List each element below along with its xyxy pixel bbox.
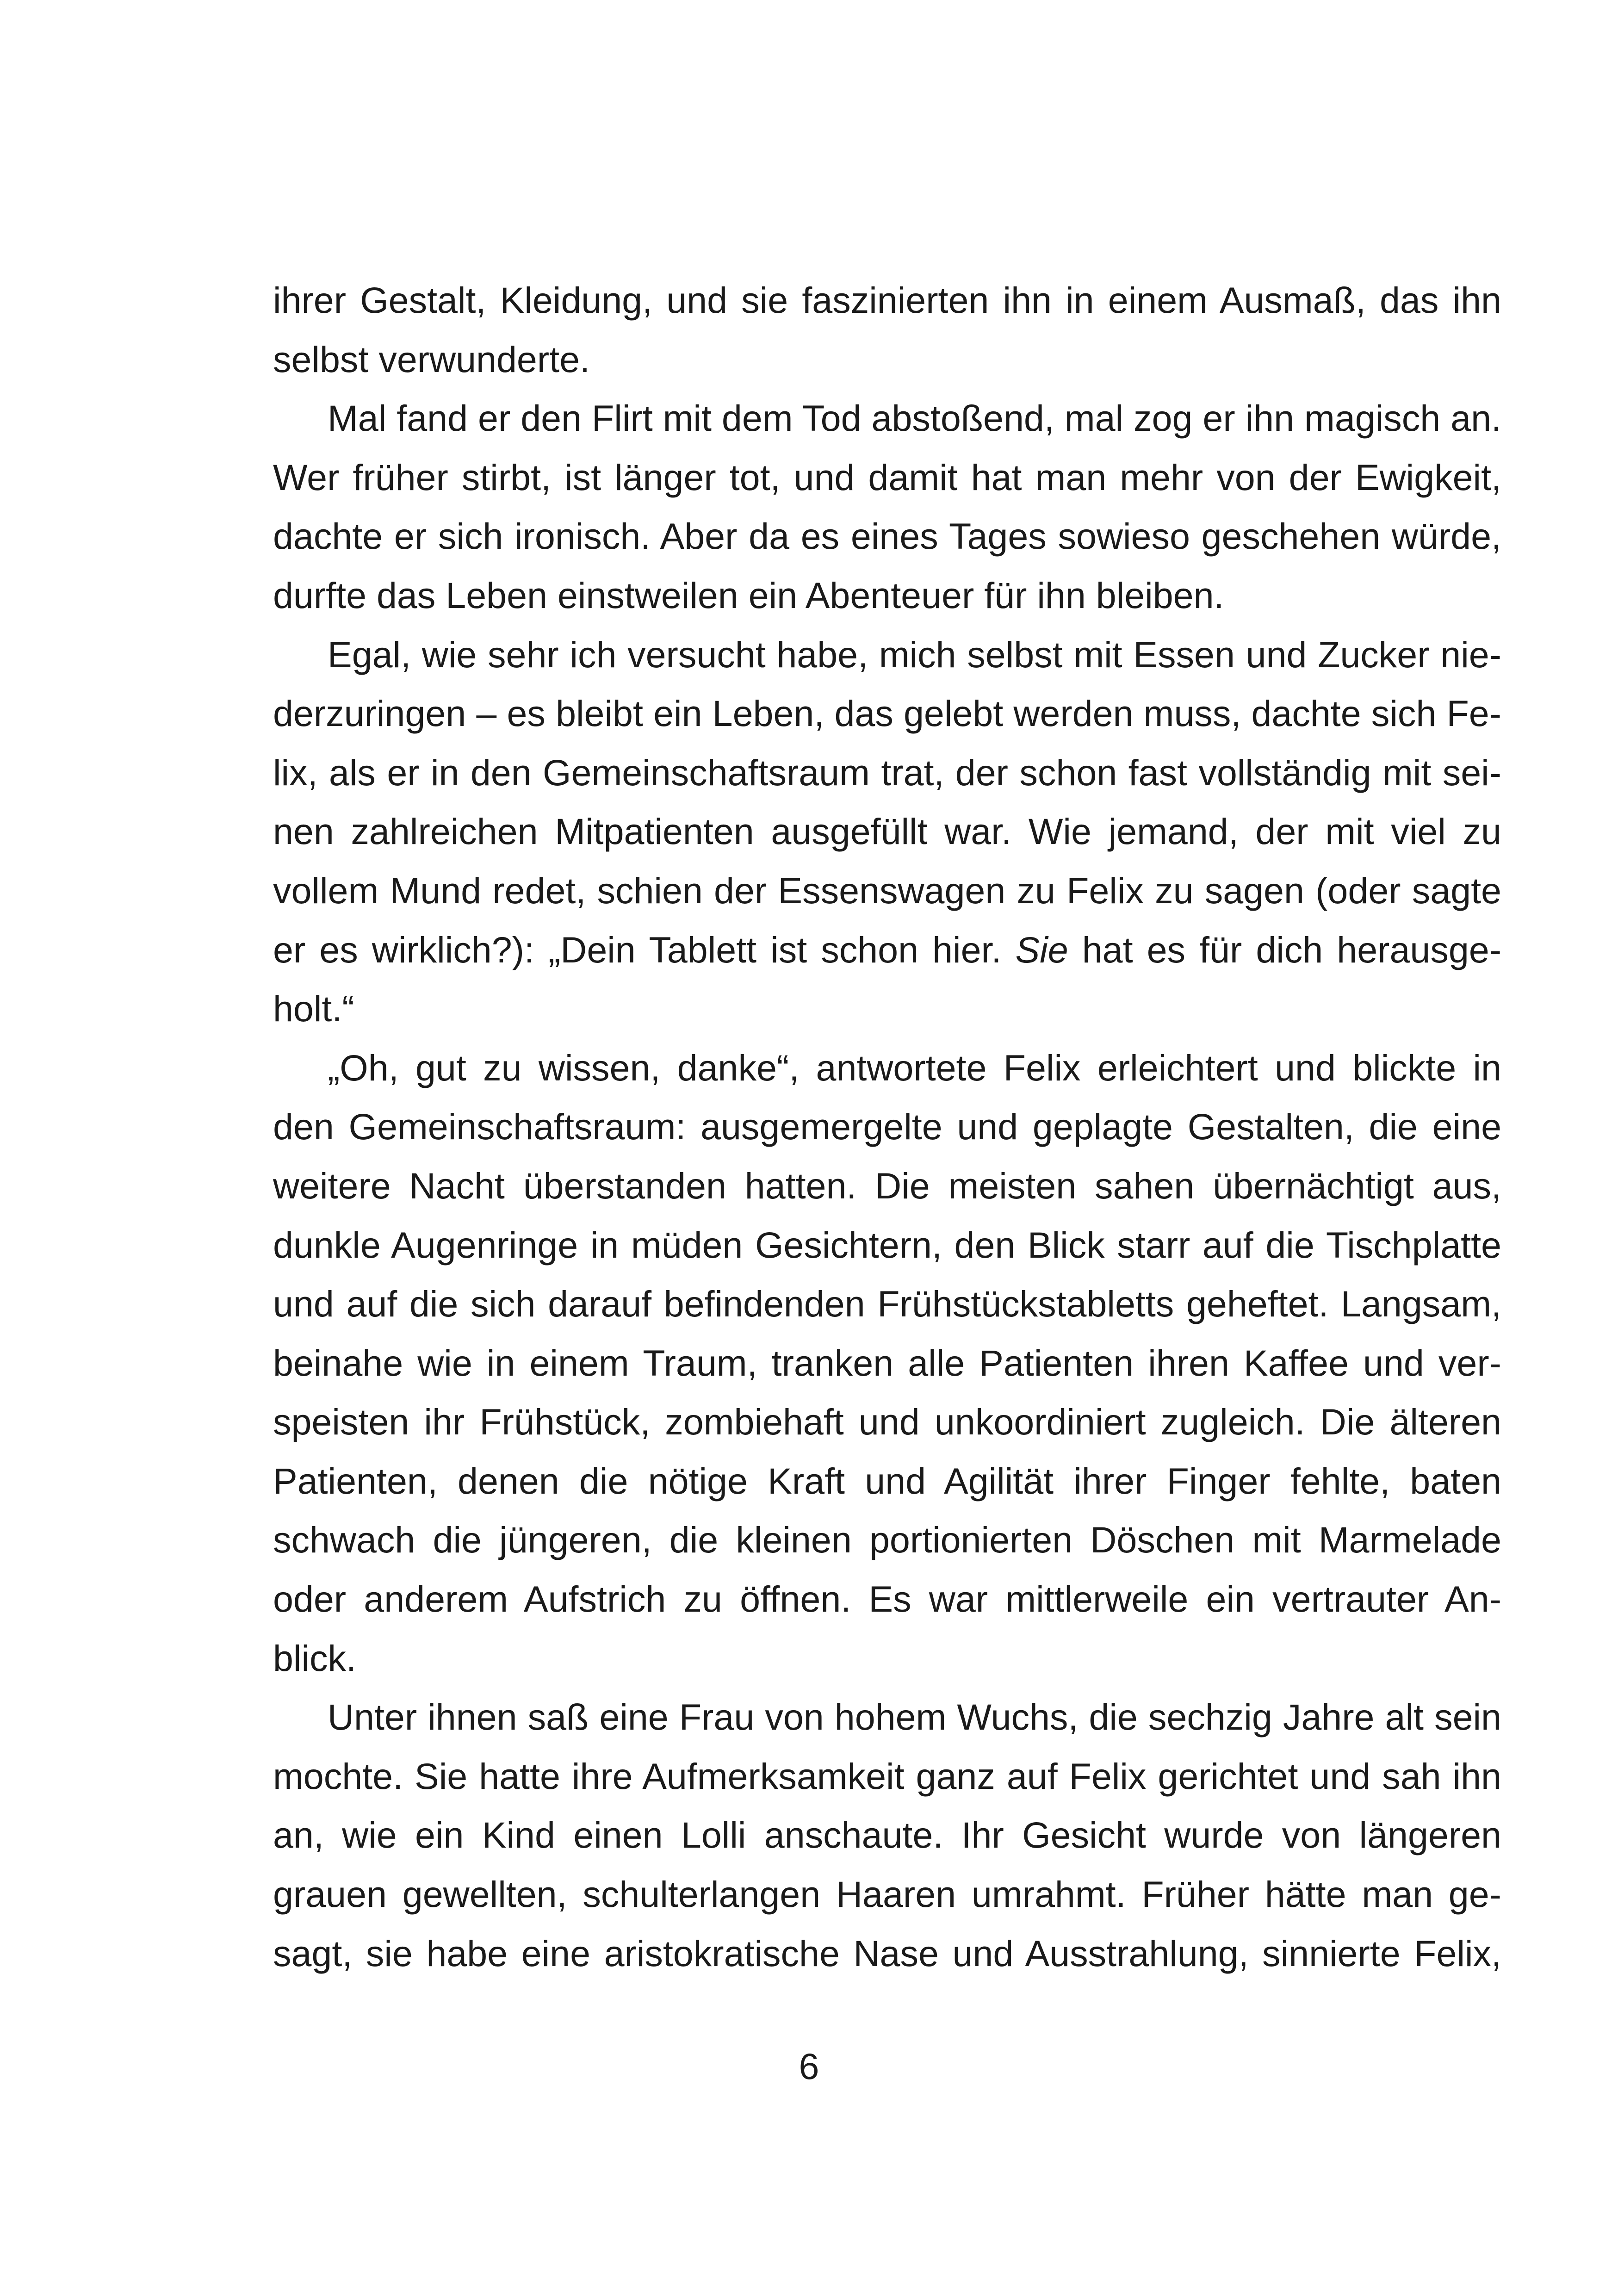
text-line: dunkle Augenringe in müden Gesichtern, den Blick starr auf die Tischplatte <box>273 1224 1501 1266</box>
text-line: derzuringen – es bleibt ein Leben, das gelebt werden muss, dachte sich Fe- <box>273 693 1501 734</box>
text-line: Patienten, denen die nötige Kraft und Agilität ihrer Finger fehlte, baten <box>273 1460 1501 1502</box>
text-line: nen zahlreichen Mitpatienten ausgefüllt war. Wie jemand, der mit viel zu <box>273 811 1501 852</box>
text-line: den Gemeinschaftsraum: ausgemergelte und geplagte Gestalten, die eine <box>273 1106 1501 1148</box>
text-line: Unter ihnen saß eine Frau von hohem Wuchs, die sechzig Jahre alt sein <box>328 1696 1501 1738</box>
text-line: speisten ihr Frühstück, zombiehaft und unkoordiniert zugleich. Die älteren <box>273 1401 1501 1443</box>
text-line: holt.“ <box>273 988 354 1030</box>
page-number: 6 <box>799 2046 819 2087</box>
emphasized-word: Sie <box>1015 929 1068 970</box>
text-line: lix, als er in den Gemeinschaftsraum trat, der schon fast vollständig mit sei- <box>273 751 1501 793</box>
text-line: ihrer Gestalt, Kleidung, und sie faszinierten ihn in einem Ausmaß, das ihn <box>273 279 1501 321</box>
text-line: Mal fand er den Flirt mit dem Tod abstoßend, mal zog er ihn magisch an. <box>328 397 1501 439</box>
text-line: weitere Nacht überstanden hatten. Die meisten sahen übernächtigt aus, <box>273 1165 1501 1206</box>
body-text <box>273 271 1501 1983</box>
text-line: vollem Mund redet, schien der Essenswagen zu Felix zu sagen (oder sagte <box>273 869 1501 911</box>
text-segment: er es wirklich?): „Dein Tablett ist schon hier. <box>273 929 1002 970</box>
text-line: durfte das Leben einstweilen ein Abenteuer für ihn bleiben. <box>273 574 1224 616</box>
text-line: Wer früher stirbt, ist länger tot, und damit hat man mehr von der Ewigkeit, <box>273 456 1501 498</box>
text-segment: hat es für dich herausge- <box>1082 929 1502 970</box>
text-line: selbst verwunderte. <box>273 338 590 380</box>
text-line: sagt, sie habe eine aristokratische Nase und Ausstrahlung, sinnierte Felix, <box>273 1932 1501 1974</box>
text-line: „Oh, gut zu wissen, danke“, antwortete Felix erleichtert und blickte in <box>328 1047 1501 1088</box>
text-line: dachte er sich ironisch. Aber da es eines Tages sowieso geschehen würde, <box>273 515 1501 557</box>
text-line: Egal, wie sehr ich versucht habe, mich selbst mit Essen und Zucker nie- <box>328 633 1501 675</box>
text-line-mixed <box>273 920 1501 980</box>
text-line: blick. <box>273 1637 356 1679</box>
text-line: oder anderem Aufstrich zu öffnen. Es war mittlerweile ein vertrauter An- <box>273 1578 1501 1620</box>
text-line: an, wie ein Kind einen Lolli anschaute. Ihr Gesicht wurde von längeren <box>273 1814 1501 1856</box>
text-line: und auf die sich darauf befindenden Frühstückstabletts geheftet. Langsam, <box>273 1283 1501 1325</box>
text-line: mochte. Sie hatte ihre Aufmerksamkeit ganz auf Felix gerichtet und sah ihn <box>273 1755 1501 1797</box>
text-line: beinahe wie in einem Traum, tranken alle Patienten ihren Kaffee und ver- <box>273 1342 1501 1384</box>
text-line: schwach die jüngeren, die kleinen portionierten Döschen mit Marmelade <box>273 1519 1501 1561</box>
text-line: grauen gewellten, schulterlangen Haaren umrahmt. Früher hätte man ge- <box>273 1874 1501 1915</box>
